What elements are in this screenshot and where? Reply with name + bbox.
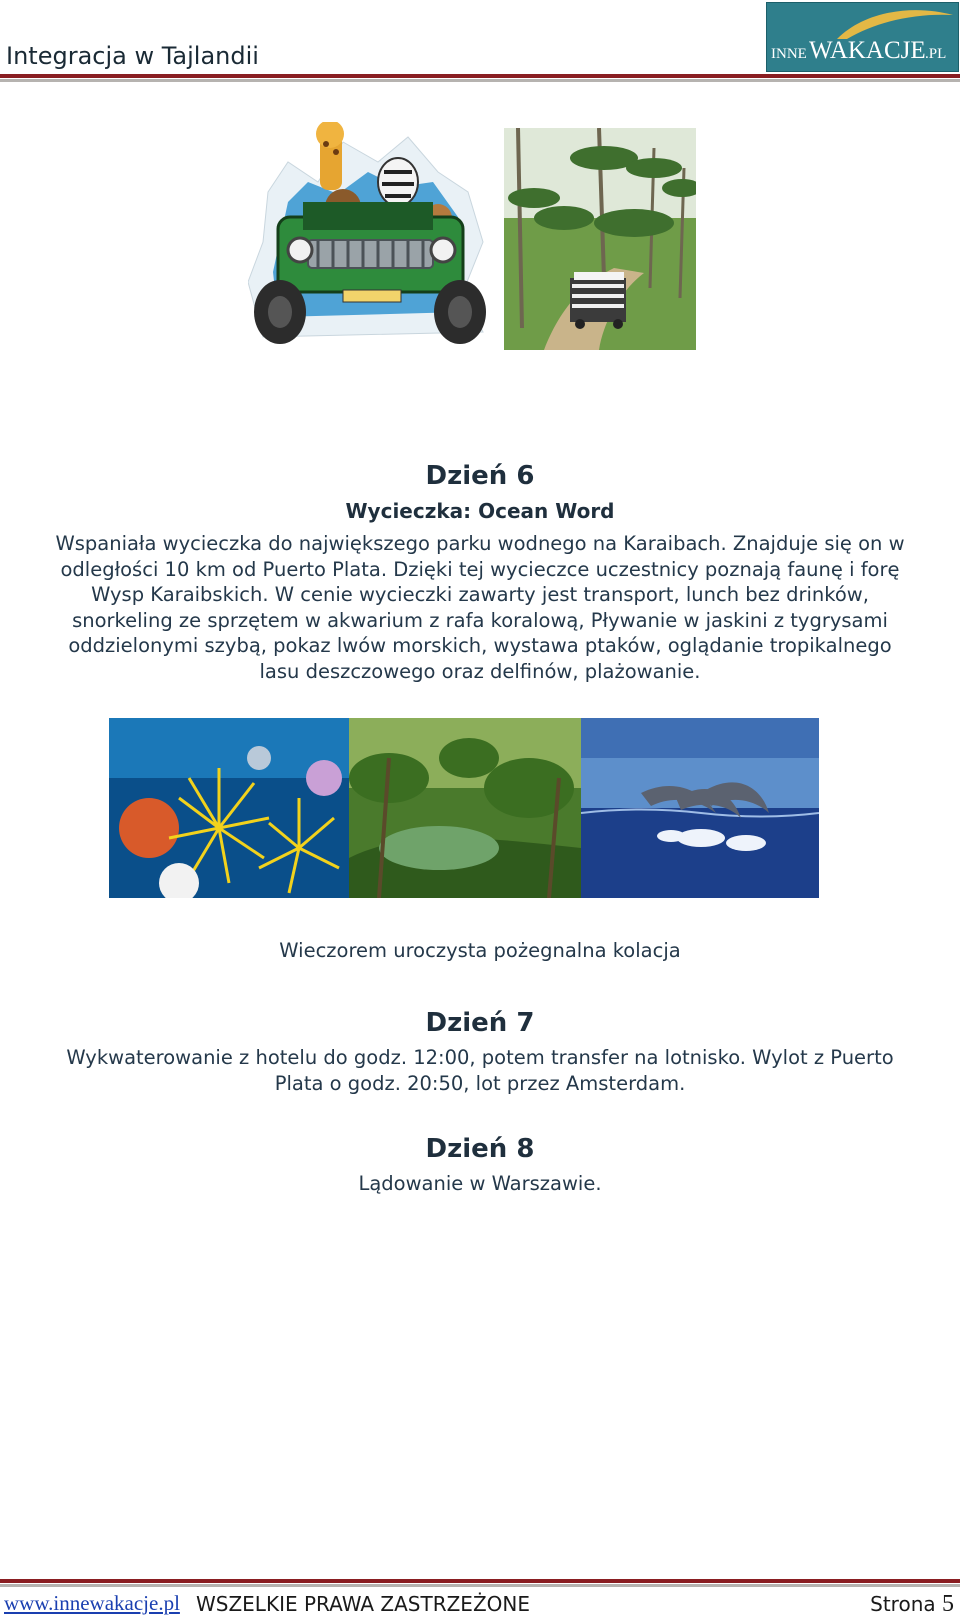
logo-swoosh-icon (767, 3, 958, 71)
day8-description (0, 1171, 960, 1197)
coral-reef-photo (109, 718, 349, 898)
safari-truck-photo (504, 128, 696, 354)
logo-text-large: WAKACJE (809, 37, 926, 64)
logo-text-suffix: .PL (925, 46, 947, 62)
document-title: Integracja w Tajlandii (6, 42, 259, 70)
paragraph-line: Wykwaterowanie z hotelu do godz. 12:00, potem transfer na lotnisko. Wylot z Puerto (66, 1046, 894, 1069)
header-divider (0, 74, 960, 82)
day7-heading: Dzień 7 (425, 1008, 535, 1038)
paragraph-line: odległości 10 km od Puerto Plata. Dzięki tej wycieczce uczestnicy poznają faunę i forę (60, 557, 900, 581)
day6-heading: Dzień 6 (425, 461, 535, 491)
brand-logo[interactable] (766, 2, 959, 72)
paragraph-line: oddzielonymi szybą, pokaz lwów morskich, wystawa ptaków, oglądanie tropikalnego (68, 634, 892, 657)
paragraph-line: Wspaniała wycieczka do największego parku wodnego na Karaibach. Znajduje się on w (55, 532, 905, 555)
day6-subheading: Wycieczka: Ocean Word (345, 499, 615, 523)
website-link[interactable]: www.innewakacje.pl (4, 1591, 180, 1615)
day7-description (0, 1045, 960, 1096)
evening-note: Wieczorem uroczysta pożegnalna kolacja (279, 939, 681, 962)
logo-text-small: INNE (771, 46, 807, 62)
photo-strip (109, 718, 819, 898)
safari-jeep-illustration (248, 122, 498, 352)
paragraph-line: Wysp Karaibskich. W cenie wycieczki zawarty jest transport, lunch bez drinków, (91, 583, 869, 606)
paragraph-line: snorkeling ze sprzętem w akwarium z rafa koralową, Pływanie w jaskini z tygrysami (72, 608, 888, 632)
footer-divider (0, 1579, 960, 1587)
page-label: Strona (870, 1592, 936, 1616)
paragraph-line: Plata o godz. 20:50, lot przez Amsterdam. (274, 1071, 686, 1095)
dolphins-photo (581, 718, 819, 898)
day6-description (0, 531, 960, 684)
paragraph-line: Lądowanie w Warszawie. (358, 1172, 602, 1195)
copyright-text: WSZELKIE PRAWA ZASTRZEŻONE (196, 1592, 530, 1616)
page-number: 5 (942, 1591, 954, 1617)
page-indicator (870, 1591, 954, 1618)
paragraph-line: lasu deszczowego oraz delfinów, plażowanie. (259, 659, 701, 683)
rainforest-photo (349, 718, 581, 898)
day8-heading: Dzień 8 (425, 1134, 535, 1164)
